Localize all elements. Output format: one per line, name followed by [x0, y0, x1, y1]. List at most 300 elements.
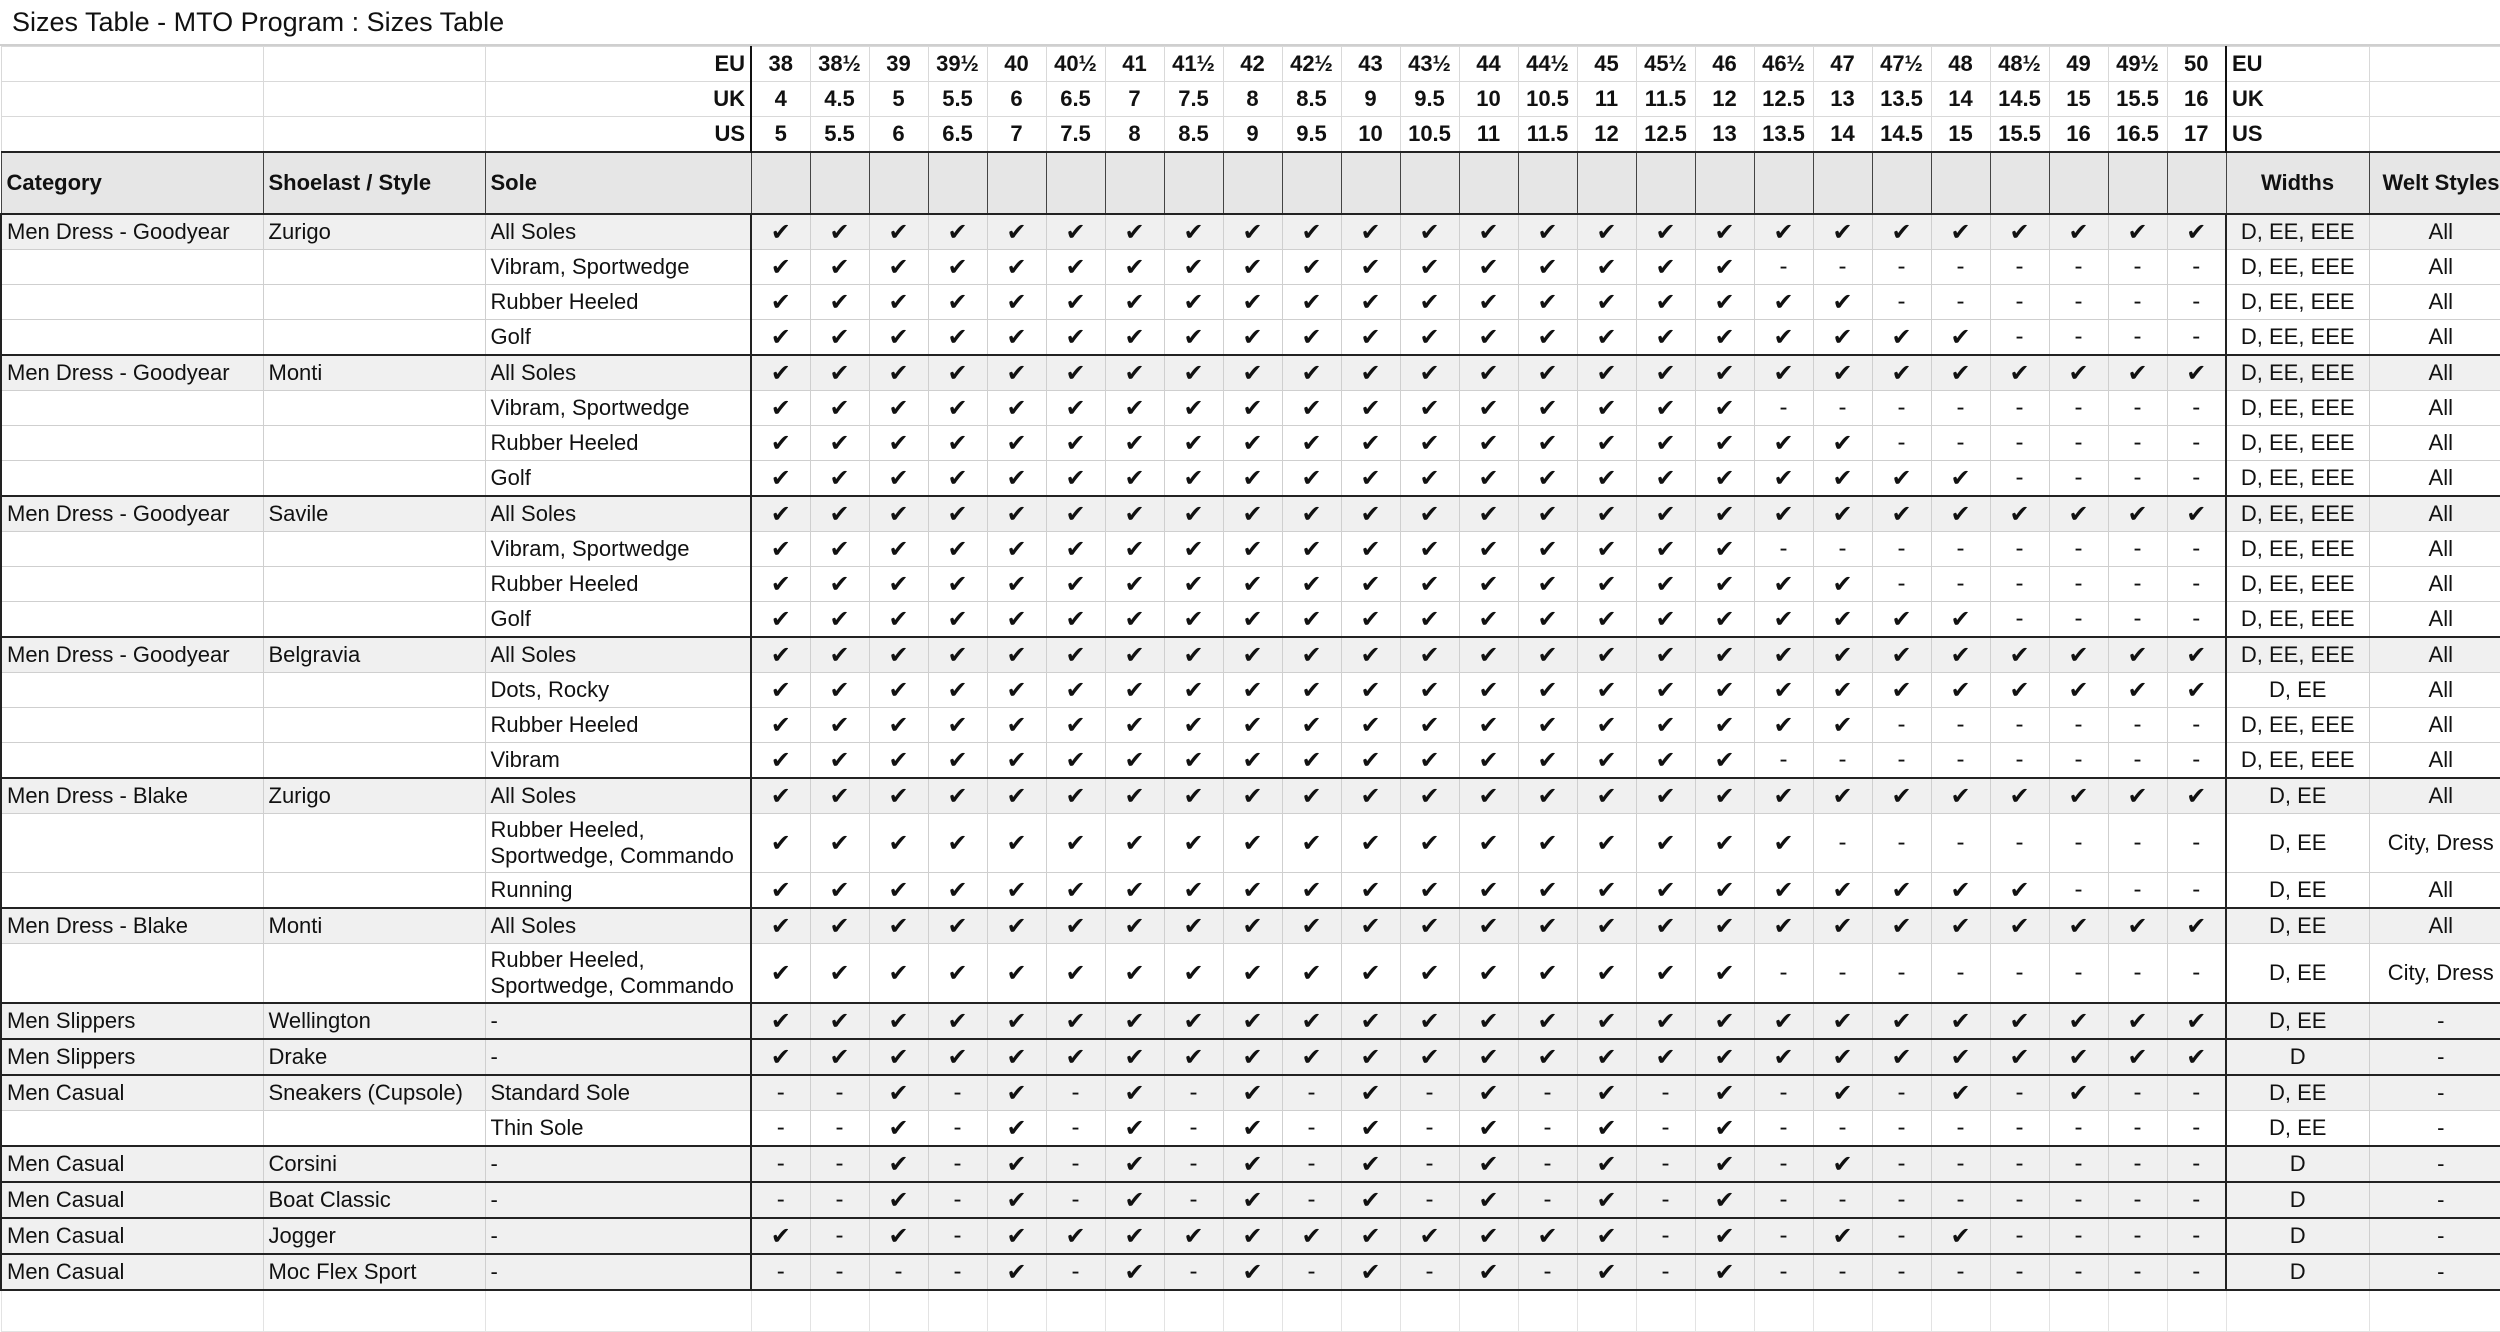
unavailable-mark: - [1990, 1218, 2049, 1254]
table-row [1, 1146, 2500, 1182]
size-label-right-us: US [2226, 117, 2369, 153]
style-cell [263, 673, 485, 708]
check-icon: ✔ [1459, 944, 1518, 1004]
check-icon: ✔ [1223, 214, 1282, 250]
unavailable-mark: - [1990, 1146, 2049, 1182]
check-icon: ✔ [1754, 320, 1813, 356]
check-icon: ✔ [1400, 908, 1459, 944]
widths-cell: D [2226, 1039, 2369, 1075]
widths-cell: D, EE [2226, 673, 2369, 708]
check-icon: ✔ [1754, 214, 1813, 250]
check-icon: ✔ [2108, 355, 2167, 391]
check-icon: ✔ [987, 532, 1046, 567]
unavailable-mark: - [1931, 567, 1990, 602]
style-cell: Zurigo [263, 214, 485, 250]
unavailable-mark: - [1872, 1146, 1931, 1182]
sole-cell: Rubber Heeled, Sportwedge, Commando [485, 944, 751, 1004]
unavailable-mark: - [1872, 1075, 1931, 1111]
check-icon: ✔ [987, 1003, 1046, 1039]
unavailable-mark: - [1282, 1146, 1341, 1182]
unavailable-mark: - [1636, 1111, 1695, 1147]
table-row [1, 461, 2500, 497]
check-icon: ✔ [1754, 285, 1813, 320]
unavailable-mark: - [1872, 944, 1931, 1004]
check-icon: ✔ [810, 532, 869, 567]
check-icon: ✔ [1813, 673, 1872, 708]
widths-cell: D, EE, EEE [2226, 567, 2369, 602]
check-icon: ✔ [1400, 673, 1459, 708]
empty-cell [1754, 1290, 1813, 1332]
unavailable-mark: - [2108, 250, 2167, 285]
check-icon: ✔ [751, 743, 810, 779]
empty-cell [1990, 1290, 2049, 1332]
check-icon: ✔ [1577, 391, 1636, 426]
check-icon: ✔ [1636, 814, 1695, 873]
check-icon: ✔ [1813, 908, 1872, 944]
check-icon: ✔ [2049, 673, 2108, 708]
check-icon: ✔ [751, 355, 810, 391]
check-icon: ✔ [1990, 355, 2049, 391]
check-icon: ✔ [1046, 673, 1105, 708]
check-icon: ✔ [1518, 673, 1577, 708]
check-icon: ✔ [928, 814, 987, 873]
header-size-blank [928, 152, 987, 214]
header-style: Shoelast / Style [263, 152, 485, 214]
check-icon: ✔ [1341, 637, 1400, 673]
table-row [1, 873, 2500, 909]
check-icon: ✔ [1459, 1075, 1518, 1111]
check-icon: ✔ [1813, 285, 1872, 320]
widths-cell: D, EE [2226, 778, 2369, 814]
check-icon: ✔ [1046, 426, 1105, 461]
check-icon: ✔ [869, 250, 928, 285]
unavailable-mark: - [1282, 1111, 1341, 1147]
check-icon: ✔ [1872, 908, 1931, 944]
check-icon: ✔ [1459, 1146, 1518, 1182]
check-icon: ✔ [1164, 743, 1223, 779]
check-icon: ✔ [1046, 602, 1105, 638]
check-icon: ✔ [1223, 743, 1282, 779]
check-icon: ✔ [1223, 391, 1282, 426]
check-icon: ✔ [1282, 250, 1341, 285]
check-icon: ✔ [2167, 673, 2226, 708]
check-icon: ✔ [1223, 602, 1282, 638]
check-icon: ✔ [751, 461, 810, 497]
unavailable-mark: - [2167, 250, 2226, 285]
check-icon: ✔ [751, 496, 810, 532]
check-icon: ✔ [810, 673, 869, 708]
check-icon: ✔ [1341, 567, 1400, 602]
style-cell: Monti [263, 355, 485, 391]
table-row [1, 285, 2500, 320]
check-icon: ✔ [869, 1111, 928, 1147]
check-icon: ✔ [928, 567, 987, 602]
widths-cell: D [2226, 1254, 2369, 1290]
check-icon: ✔ [1577, 1075, 1636, 1111]
unavailable-mark: - [1872, 532, 1931, 567]
check-icon: ✔ [1400, 320, 1459, 356]
check-icon: ✔ [1636, 391, 1695, 426]
check-icon: ✔ [928, 602, 987, 638]
check-icon: ✔ [1282, 637, 1341, 673]
check-icon: ✔ [1636, 1039, 1695, 1075]
unavailable-mark: - [1754, 743, 1813, 779]
unavailable-mark: - [1990, 567, 2049, 602]
check-icon: ✔ [1341, 1146, 1400, 1182]
check-icon: ✔ [1695, 778, 1754, 814]
check-icon: ✔ [1577, 814, 1636, 873]
size-cell: 15.5 [2108, 82, 2167, 117]
header-sole: Sole [485, 152, 751, 214]
check-icon: ✔ [1105, 214, 1164, 250]
check-icon: ✔ [1282, 355, 1341, 391]
widths-cell: D [2226, 1218, 2369, 1254]
check-icon: ✔ [1400, 944, 1459, 1004]
header-category: Category [1, 152, 263, 214]
unavailable-mark: - [2108, 461, 2167, 497]
unavailable-mark: - [1164, 1254, 1223, 1290]
sole-cell: - [485, 1218, 751, 1254]
check-icon: ✔ [1695, 250, 1754, 285]
unavailable-mark: - [2108, 944, 2167, 1004]
size-cell: 14 [1931, 82, 1990, 117]
check-icon: ✔ [1341, 1254, 1400, 1290]
check-icon: ✔ [2108, 637, 2167, 673]
check-icon: ✔ [928, 637, 987, 673]
check-icon: ✔ [869, 391, 928, 426]
empty-cell [1282, 1290, 1341, 1332]
check-icon: ✔ [1931, 637, 1990, 673]
header-size-blank [1990, 152, 2049, 214]
table-row [1, 567, 2500, 602]
empty-cell [1164, 1290, 1223, 1332]
check-icon: ✔ [1990, 637, 2049, 673]
check-icon: ✔ [1695, 708, 1754, 743]
unavailable-mark: - [1931, 743, 1990, 779]
check-icon: ✔ [1046, 214, 1105, 250]
size-cell: 8 [1105, 117, 1164, 153]
table-row [1, 1218, 2500, 1254]
check-icon: ✔ [1931, 1039, 1990, 1075]
check-icon: ✔ [1518, 873, 1577, 909]
check-icon: ✔ [1223, 355, 1282, 391]
check-icon: ✔ [1459, 1111, 1518, 1147]
check-icon: ✔ [1282, 814, 1341, 873]
check-icon: ✔ [1400, 778, 1459, 814]
style-cell [263, 250, 485, 285]
check-icon: ✔ [1754, 778, 1813, 814]
size-label-right-uk: UK [2226, 82, 2369, 117]
check-icon: ✔ [1518, 944, 1577, 1004]
check-icon: ✔ [1636, 944, 1695, 1004]
check-icon: ✔ [1341, 426, 1400, 461]
check-icon: ✔ [1695, 673, 1754, 708]
check-icon: ✔ [1813, 602, 1872, 638]
category-cell: Men Casual [1, 1146, 263, 1182]
style-cell [263, 1111, 485, 1147]
check-icon: ✔ [1223, 673, 1282, 708]
check-icon: ✔ [1046, 1218, 1105, 1254]
check-icon: ✔ [1695, 285, 1754, 320]
header-size-blank [1282, 152, 1341, 214]
size-cell: 7.5 [1046, 117, 1105, 153]
table-row [1, 214, 2500, 250]
unavailable-mark: - [1046, 1075, 1105, 1111]
check-icon: ✔ [1341, 355, 1400, 391]
check-icon: ✔ [751, 873, 810, 909]
style-cell: Zurigo [263, 778, 485, 814]
check-icon: ✔ [1164, 426, 1223, 461]
check-icon: ✔ [869, 426, 928, 461]
check-icon: ✔ [1754, 637, 1813, 673]
category-cell [1, 602, 263, 638]
check-icon: ✔ [1872, 1039, 1931, 1075]
check-icon: ✔ [1695, 908, 1754, 944]
check-icon: ✔ [2049, 355, 2108, 391]
check-icon: ✔ [1577, 214, 1636, 250]
widths-cell: D, EE, EEE [2226, 496, 2369, 532]
check-icon: ✔ [1459, 532, 1518, 567]
unavailable-mark: - [1754, 532, 1813, 567]
check-icon: ✔ [1341, 391, 1400, 426]
unavailable-mark: - [1931, 1182, 1990, 1218]
check-icon: ✔ [751, 320, 810, 356]
check-icon: ✔ [1813, 873, 1872, 909]
check-icon: ✔ [869, 1039, 928, 1075]
check-icon: ✔ [1459, 1218, 1518, 1254]
unavailable-mark: - [1518, 1182, 1577, 1218]
size-row-uk [1, 82, 2500, 117]
category-cell: Men Casual [1, 1218, 263, 1254]
unavailable-mark: - [1518, 1111, 1577, 1147]
check-icon: ✔ [987, 1254, 1046, 1290]
check-icon: ✔ [810, 355, 869, 391]
check-icon: ✔ [1282, 1003, 1341, 1039]
check-icon: ✔ [1754, 567, 1813, 602]
check-icon: ✔ [1223, 908, 1282, 944]
welt-cell: All [2369, 602, 2500, 638]
check-icon: ✔ [2108, 1003, 2167, 1039]
welt-cell: City, Dress [2369, 944, 2500, 1004]
check-icon: ✔ [1636, 250, 1695, 285]
check-icon: ✔ [1518, 426, 1577, 461]
check-icon: ✔ [1577, 944, 1636, 1004]
style-cell [263, 532, 485, 567]
check-icon: ✔ [869, 673, 928, 708]
widths-cell: D, EE, EEE [2226, 532, 2369, 567]
check-icon: ✔ [810, 1039, 869, 1075]
unavailable-mark: - [1872, 1218, 1931, 1254]
style-cell: Wellington [263, 1003, 485, 1039]
check-icon: ✔ [2049, 496, 2108, 532]
category-cell: Men Casual [1, 1182, 263, 1218]
check-icon: ✔ [1813, 567, 1872, 602]
check-icon: ✔ [928, 743, 987, 779]
check-icon: ✔ [1400, 532, 1459, 567]
check-icon: ✔ [1223, 1111, 1282, 1147]
check-icon: ✔ [810, 1003, 869, 1039]
table-row [1, 391, 2500, 426]
unavailable-mark: - [810, 1182, 869, 1218]
category-cell: Men Dress - Goodyear [1, 496, 263, 532]
welt-cell: - [2369, 1075, 2500, 1111]
check-icon: ✔ [1872, 320, 1931, 356]
unavailable-mark: - [1400, 1111, 1459, 1147]
empty-cell [810, 1290, 869, 1332]
table-row [1, 743, 2500, 779]
check-icon: ✔ [1341, 743, 1400, 779]
check-icon: ✔ [1046, 708, 1105, 743]
check-icon: ✔ [1105, 285, 1164, 320]
check-icon: ✔ [1282, 391, 1341, 426]
check-icon: ✔ [1577, 1111, 1636, 1147]
check-icon: ✔ [1636, 1003, 1695, 1039]
widths-cell: D, EE, EEE [2226, 320, 2369, 356]
check-icon: ✔ [1223, 1003, 1282, 1039]
size-cell: 46 [1695, 47, 1754, 82]
check-icon: ✔ [1341, 944, 1400, 1004]
sole-cell: Rubber Heeled [485, 708, 751, 743]
size-cell: 15.5 [1990, 117, 2049, 153]
check-icon: ✔ [1754, 496, 1813, 532]
empty-cell [1695, 1290, 1754, 1332]
sheet-title: Sizes Table - MTO Program : Sizes Table [0, 0, 2500, 46]
check-icon: ✔ [869, 708, 928, 743]
size-cell: 6 [869, 117, 928, 153]
check-icon: ✔ [1695, 1146, 1754, 1182]
category-cell [1, 426, 263, 461]
blank-cell [1, 47, 263, 82]
size-cell: 5 [869, 82, 928, 117]
check-icon: ✔ [1518, 908, 1577, 944]
unavailable-mark: - [2049, 1218, 2108, 1254]
sole-cell: Rubber Heeled, Sportwedge, Commando [485, 814, 751, 873]
check-icon: ✔ [810, 426, 869, 461]
check-icon: ✔ [1518, 496, 1577, 532]
size-cell: 5 [751, 117, 810, 153]
unavailable-mark: - [1990, 1111, 2049, 1147]
unavailable-mark: - [1990, 532, 2049, 567]
widths-cell: D, EE, EEE [2226, 391, 2369, 426]
check-icon: ✔ [1164, 944, 1223, 1004]
unavailable-mark: - [1872, 285, 1931, 320]
category-cell [1, 743, 263, 779]
check-icon: ✔ [1695, 496, 1754, 532]
check-icon: ✔ [1105, 461, 1164, 497]
unavailable-mark: - [2049, 320, 2108, 356]
size-cell: 10.5 [1518, 82, 1577, 117]
check-icon: ✔ [1164, 391, 1223, 426]
unavailable-mark: - [1754, 1254, 1813, 1290]
unavailable-mark: - [1931, 944, 1990, 1004]
unavailable-mark: - [810, 1254, 869, 1290]
check-icon: ✔ [810, 285, 869, 320]
table-row [1, 1182, 2500, 1218]
check-icon: ✔ [987, 814, 1046, 873]
unavailable-mark: - [1282, 1182, 1341, 1218]
size-label-uk: UK [485, 82, 751, 117]
style-cell: Moc Flex Sport [263, 1254, 485, 1290]
check-icon: ✔ [1046, 285, 1105, 320]
sole-cell: All Soles [485, 355, 751, 391]
unavailable-mark: - [1754, 1146, 1813, 1182]
check-icon: ✔ [1695, 814, 1754, 873]
check-icon: ✔ [1695, 743, 1754, 779]
check-icon: ✔ [1282, 873, 1341, 909]
check-icon: ✔ [1164, 873, 1223, 909]
category-cell [1, 250, 263, 285]
unavailable-mark: - [810, 1111, 869, 1147]
check-icon: ✔ [1459, 1003, 1518, 1039]
category-cell: Men Dress - Blake [1, 778, 263, 814]
header-size-blank [1518, 152, 1577, 214]
empty-cell [1577, 1290, 1636, 1332]
check-icon: ✔ [1931, 1218, 1990, 1254]
check-icon: ✔ [2167, 214, 2226, 250]
check-icon: ✔ [1400, 461, 1459, 497]
unavailable-mark: - [2167, 1075, 2226, 1111]
widths-cell: D, EE, EEE [2226, 708, 2369, 743]
check-icon: ✔ [987, 250, 1046, 285]
unavailable-mark: - [1931, 1254, 1990, 1290]
check-icon: ✔ [2108, 908, 2167, 944]
check-icon: ✔ [1872, 637, 1931, 673]
check-icon: ✔ [1695, 637, 1754, 673]
unavailable-mark: - [1636, 1075, 1695, 1111]
check-icon: ✔ [1577, 1218, 1636, 1254]
check-icon: ✔ [987, 426, 1046, 461]
check-icon: ✔ [1223, 532, 1282, 567]
check-icon: ✔ [1164, 908, 1223, 944]
unavailable-mark: - [1990, 250, 2049, 285]
check-icon: ✔ [1695, 1075, 1754, 1111]
size-cell: 12.5 [1636, 117, 1695, 153]
check-icon: ✔ [1164, 1039, 1223, 1075]
check-icon: ✔ [1931, 908, 1990, 944]
sole-cell: - [485, 1003, 751, 1039]
check-icon: ✔ [1459, 814, 1518, 873]
check-icon: ✔ [1046, 637, 1105, 673]
unavailable-mark: - [810, 1218, 869, 1254]
size-cell: 9 [1223, 117, 1282, 153]
unavailable-mark: - [2049, 567, 2108, 602]
check-icon: ✔ [751, 1003, 810, 1039]
check-icon: ✔ [1341, 1182, 1400, 1218]
style-cell [263, 873, 485, 909]
header-size-blank [1341, 152, 1400, 214]
welt-cell: All [2369, 567, 2500, 602]
check-icon: ✔ [751, 814, 810, 873]
check-icon: ✔ [2108, 1039, 2167, 1075]
unavailable-mark: - [2167, 1146, 2226, 1182]
check-icon: ✔ [869, 1182, 928, 1218]
check-icon: ✔ [869, 1218, 928, 1254]
check-icon: ✔ [1518, 532, 1577, 567]
check-icon: ✔ [810, 250, 869, 285]
empty-cell [1223, 1290, 1282, 1332]
check-icon: ✔ [810, 496, 869, 532]
check-icon: ✔ [869, 814, 928, 873]
check-icon: ✔ [1341, 673, 1400, 708]
unavailable-mark: - [1872, 708, 1931, 743]
table-row [1, 1075, 2500, 1111]
check-icon: ✔ [1695, 214, 1754, 250]
style-cell: Boat Classic [263, 1182, 485, 1218]
check-icon: ✔ [1518, 320, 1577, 356]
style-cell [263, 567, 485, 602]
unavailable-mark: - [1754, 391, 1813, 426]
check-icon: ✔ [1400, 426, 1459, 461]
